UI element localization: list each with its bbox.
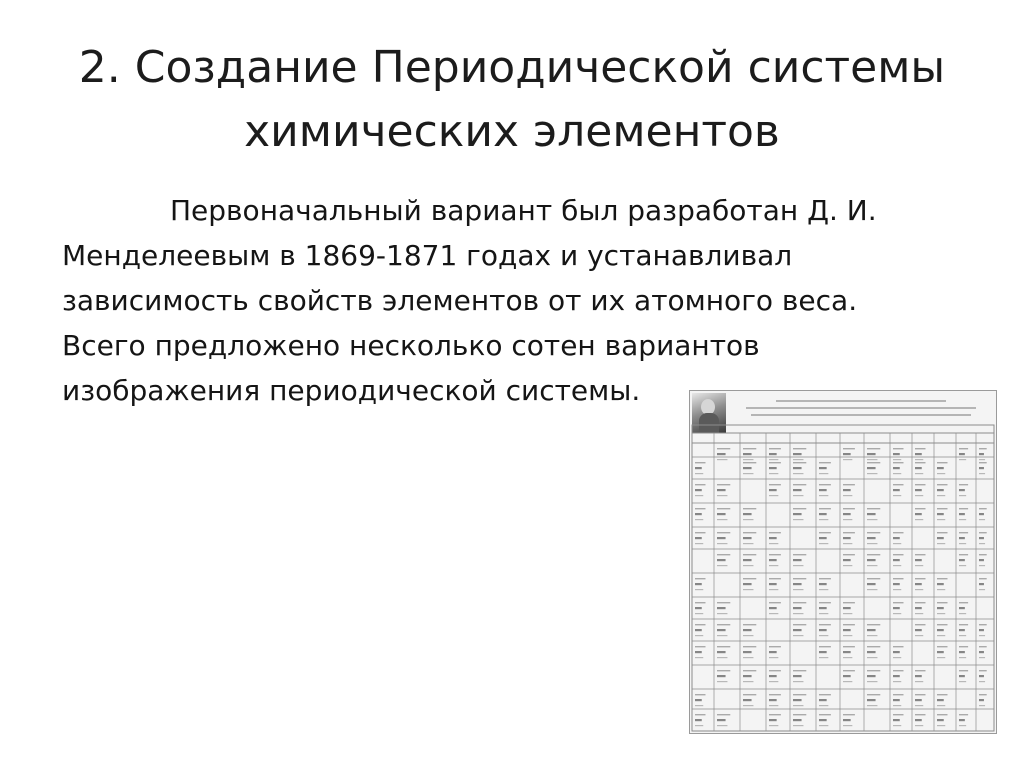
slide-title-line-1: 2. Создание Периодической системы: [78, 42, 946, 93]
periodic-table-image: [689, 390, 997, 734]
body-line-2: Менделеевым в 1869-1871 годах и устанавливал: [62, 239, 793, 272]
body-line-4: Всего предложено несколько сотен вариантов: [62, 329, 760, 362]
slide-title-line-2: химических элементов: [244, 106, 780, 157]
slide-title: [40, 36, 984, 164]
body-line-1: Первоначальный вариант был разработан Д. И.: [170, 194, 877, 227]
body-line-5: изображения периодической системы.: [62, 374, 641, 407]
body-paragraph: [62, 188, 942, 413]
periodic-table-grid: [690, 391, 996, 733]
body-line-3: зависимость свойств элементов от их атомного веса.: [62, 284, 858, 317]
